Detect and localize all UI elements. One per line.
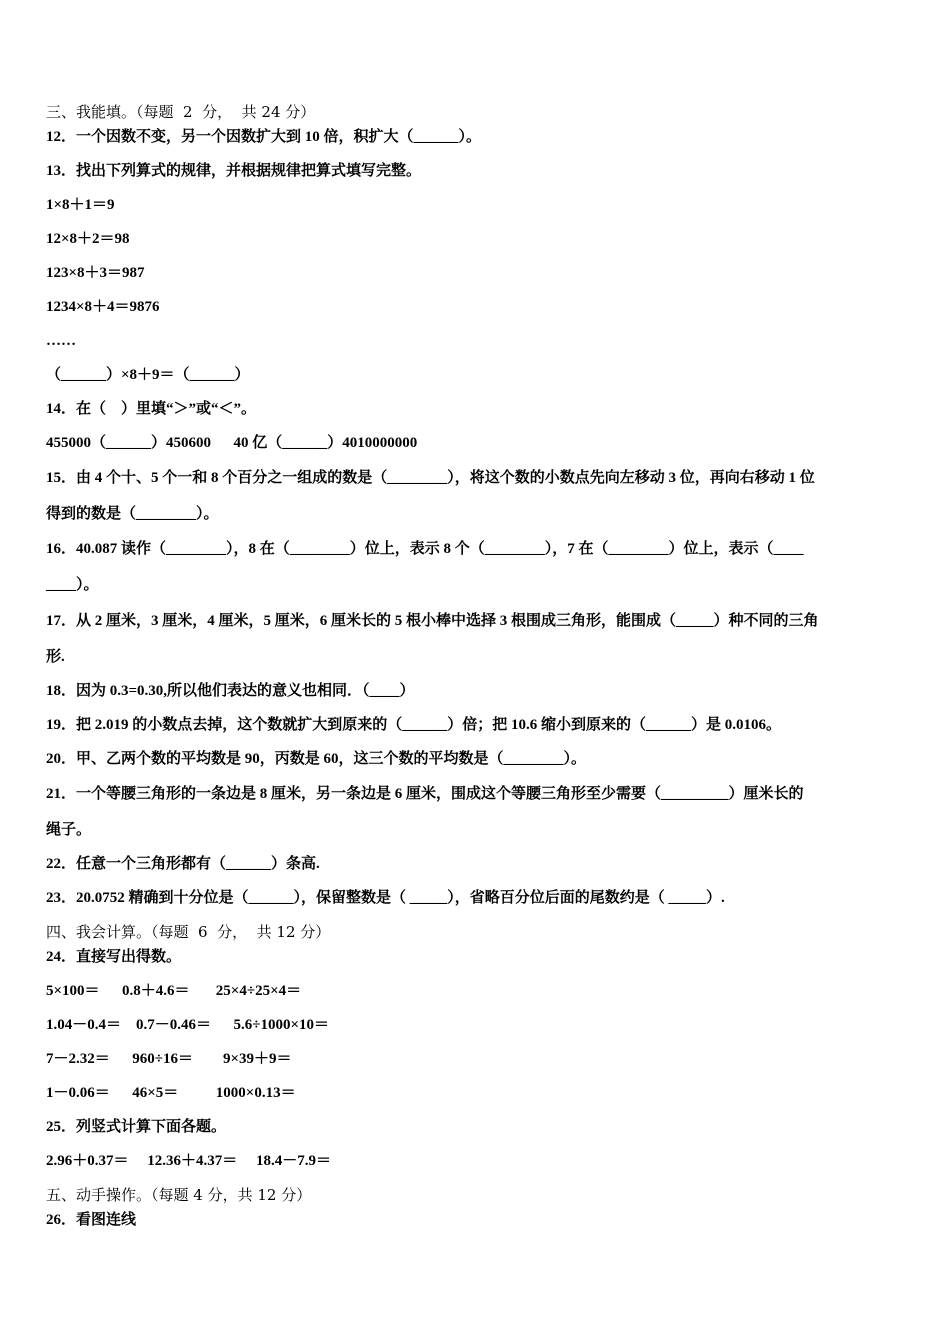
question-14: 14．在（ ）里填“＞”或“＜”。 [46, 401, 257, 417]
pattern-fill-blank: （______）×8＋9＝（______） [46, 367, 250, 383]
pattern-line-4: 1234×8＋4＝9876 [46, 299, 160, 315]
question-21-cont: 绳子。 [46, 822, 92, 838]
section-4-heading: 四、我会计算。（每题 6 分， 共 12 分） [46, 923, 331, 941]
pattern-line-1: 1×8＋1＝9 [46, 197, 115, 213]
question-17-cont: 形. [46, 649, 65, 665]
question-13: 13．找出下列算式的规律，并根据规律把算式填写完整。 [46, 163, 422, 179]
question-20: 20．甲、乙两个数的平均数是 90，丙数是 60，这三个数的平均数是（________）。 [46, 751, 587, 767]
calc-row-4: 1－0.06＝ 46×5＝ 1000×0.13＝ [46, 1085, 296, 1101]
calc-row-3: 7－2.32＝ 960÷16＝ 9×39＋9＝ [46, 1051, 292, 1067]
pattern-line-2: 12×8＋2＝98 [46, 231, 130, 247]
question-14-items: 455000（______）450600 40 亿（______）4010000000 [46, 435, 418, 451]
question-26: 26．看图连线 [46, 1212, 137, 1228]
question-17: 17．从 2 厘米，3 厘米，4 厘米，5 厘米，6 厘米长的 5 根小棒中选择 3 根围成三角形，能围成（_____）种不同的三角 [46, 613, 819, 629]
question-21: 21．一个等腰三角形的一条边是 8 厘米，另一条边是 6 厘米，围成这个等腰三角形至少需要（_________）厘米长的 [46, 786, 804, 802]
calc-row-1: 5×100＝ 0.8＋4.6＝ 25×4÷25×4＝ [46, 983, 302, 999]
vertical-calc-row: 2.96＋0.37＝ 12.36＋4.37＝ 18.4－7.9＝ [46, 1153, 332, 1169]
question-22: 22．任意一个三角形都有（______）条高. [46, 856, 320, 872]
question-16: 16．40.087 读作（________），8 在（________）位上，表示 8 个（________），7 在（________）位上，表示（____ [46, 541, 804, 557]
question-25: 25．列竖式计算下面各题。 [46, 1119, 227, 1135]
pattern-line-3: 123×8＋3＝987 [46, 265, 145, 281]
question-18: 18．因为 0.3=0.30,所以他们表达的意义也相同．（____） [46, 683, 415, 699]
question-12: 12．一个因数不变，另一个因数扩大到 10 倍，积扩大（______）。 [46, 129, 482, 145]
calc-row-2: 1.04－0.4＝ 0.7－0.46＝ 5.6÷1000×10＝ [46, 1017, 330, 1033]
question-15-cont: 得到的数是（________）。 [46, 506, 219, 522]
section-5-heading: 五、动手操作。（每题 4 分，共 12 分） [46, 1186, 312, 1204]
question-19: 19．把 2.019 的小数点去掉，这个数就扩大到原来的（______）倍；把 10.6 缩小到原来的（______）是 0.0106。 [46, 717, 782, 733]
pattern-ellipsis: …… [46, 333, 76, 349]
question-16-cont: ____）。 [46, 577, 99, 593]
question-23: 23．20.0752 精确到十分位是（______），保留整数是（ _____），省略百分位后面的尾数约是（ _____）. [46, 890, 725, 906]
question-24: 24．直接写出得数。 [46, 949, 182, 965]
question-15: 15．由 4 个十、5 个一和 8 个百分之一组成的数是（________），将这个数的小数点先向左移动 3 位，再向右移动 1 位 [46, 470, 815, 486]
section-3-heading: 三、我能填。（每题 2 分， 共 24 分） [46, 103, 316, 121]
